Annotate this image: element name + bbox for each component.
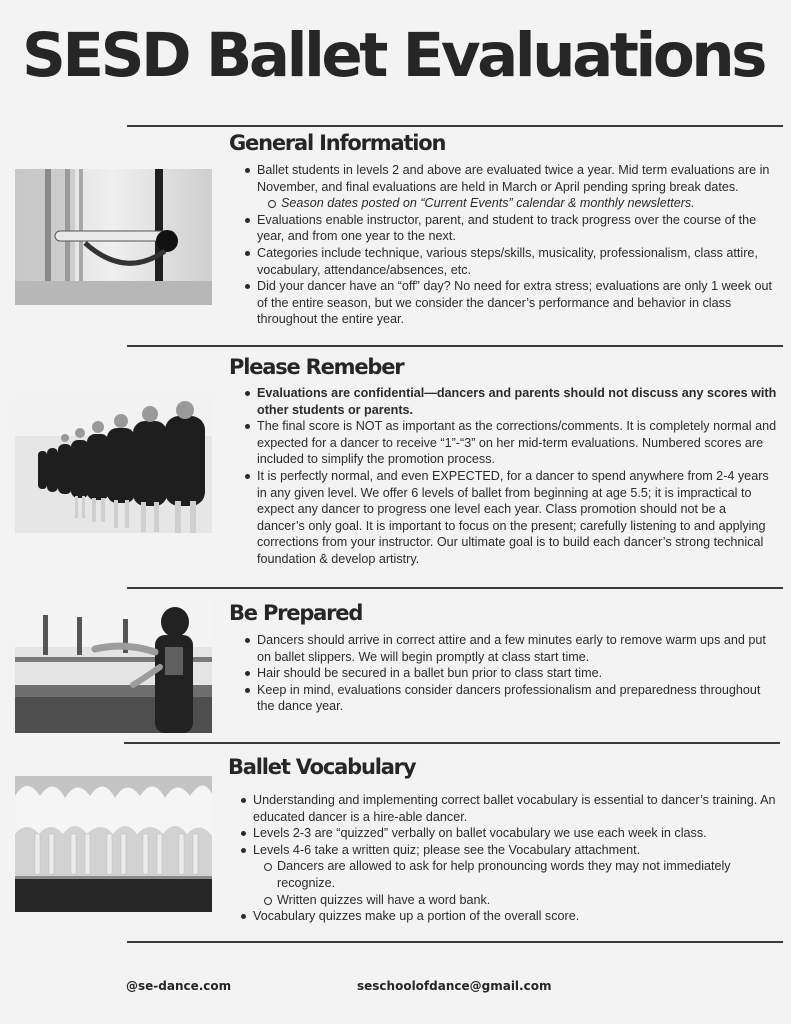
please-remember-heading: Please Remeber bbox=[229, 355, 404, 379]
list-item: Dancers should arrive in correct attire and a few minutes early to remove warm ups and put on ballet slippers. We will begin promptly at class start time. bbox=[241, 632, 777, 665]
list-item: Categories include technique, various steps/skills, musicality, professionalism, class attire, vocabulary, attendance/absences, etc. bbox=[241, 245, 777, 278]
section-divider bbox=[127, 587, 783, 589]
section-divider bbox=[127, 345, 783, 347]
general-information-heading: General Information bbox=[229, 131, 446, 155]
list-item: Levels 4-6 take a written quiz; please see the Vocabulary attachment. bbox=[237, 842, 777, 859]
be-prepared-list bbox=[241, 632, 777, 715]
page-title: SESD Ballet Evaluations bbox=[22, 20, 764, 91]
list-item: It is perfectly normal, and even EXPECTED, for a dancer to spend anywhere from 2-4 years in any given level. We offer 6 levels of ballet from beginning at age 5.5; it is impractical to expect any dancer to progress one level each year. Class promotion should not be a dancer’s only goal. It is important to focus on the present; carefully listening to and applying corrections from your instructor. Our ultimate goal is to build each dancer’s strong technical foundation & develop artistry. bbox=[241, 468, 777, 568]
list-item: Did your dancer have an “off” day? No need for extra stress; evaluations are only 1 week out of the entire season, but we consider the dancer’s performance and behavior in class throughout the entire year. bbox=[241, 278, 777, 328]
list-item: The final score is NOT as important as the corrections/comments. It is completely normal and expected for a dancer to receive “1”-“3” on her mid-term evaluations. Numbered scores are included to simplify the promotion process. bbox=[241, 418, 777, 468]
list-item: Vocabulary quizzes make up a portion of the overall score. bbox=[237, 908, 777, 925]
ballet-vocabulary-list bbox=[237, 792, 777, 925]
ballet-barre-photo bbox=[15, 169, 212, 305]
please-remember-list bbox=[241, 385, 777, 568]
tutus-photo bbox=[15, 776, 212, 912]
list-item: Written quizzes will have a word bank. bbox=[237, 892, 777, 909]
section-divider bbox=[124, 742, 780, 744]
dancers-in-line-photo bbox=[15, 396, 212, 533]
list-item: Levels 2-3 are “quizzed” verbally on ballet vocabulary we use each week in class. bbox=[237, 825, 777, 842]
ballet-vocabulary-heading: Ballet Vocabulary bbox=[228, 755, 416, 779]
be-prepared-heading: Be Prepared bbox=[229, 601, 363, 625]
general-information-list bbox=[241, 162, 777, 328]
list-item: Dancers are allowed to ask for help pronouncing words they may not immediately recognize. bbox=[237, 858, 777, 891]
footer-email[interactable]: seschoolofdance@gmail.com bbox=[357, 979, 552, 993]
list-item: Season dates posted on “Current Events” calendar & monthly newsletters. bbox=[241, 195, 777, 212]
list-item: Hair should be secured in a ballet bun prior to class start time. bbox=[241, 665, 777, 682]
dancer-in-studio-photo bbox=[15, 597, 212, 733]
list-item: Keep in mind, evaluations consider dancers professionalism and preparedness throughout the dance year. bbox=[241, 682, 777, 715]
section-divider bbox=[127, 125, 783, 127]
list-item: Ballet students in levels 2 and above are evaluated twice a year. Mid term evaluations are in November, and final evaluations are held in March or April pending spring break dates. bbox=[241, 162, 777, 195]
section-divider bbox=[127, 941, 783, 943]
list-item: Evaluations are confidential—dancers and parents should not discuss any scores with other students or parents. bbox=[241, 385, 777, 418]
list-item: Evaluations enable instructor, parent, and student to track progress over the course of the year, and from one year to the next. bbox=[241, 212, 777, 245]
footer-social-handle[interactable]: @se-dance.com bbox=[126, 979, 232, 993]
list-item: Understanding and implementing correct ballet vocabulary is essential to dancer’s training. An educated dancer is a hire-able dancer. bbox=[237, 792, 777, 825]
